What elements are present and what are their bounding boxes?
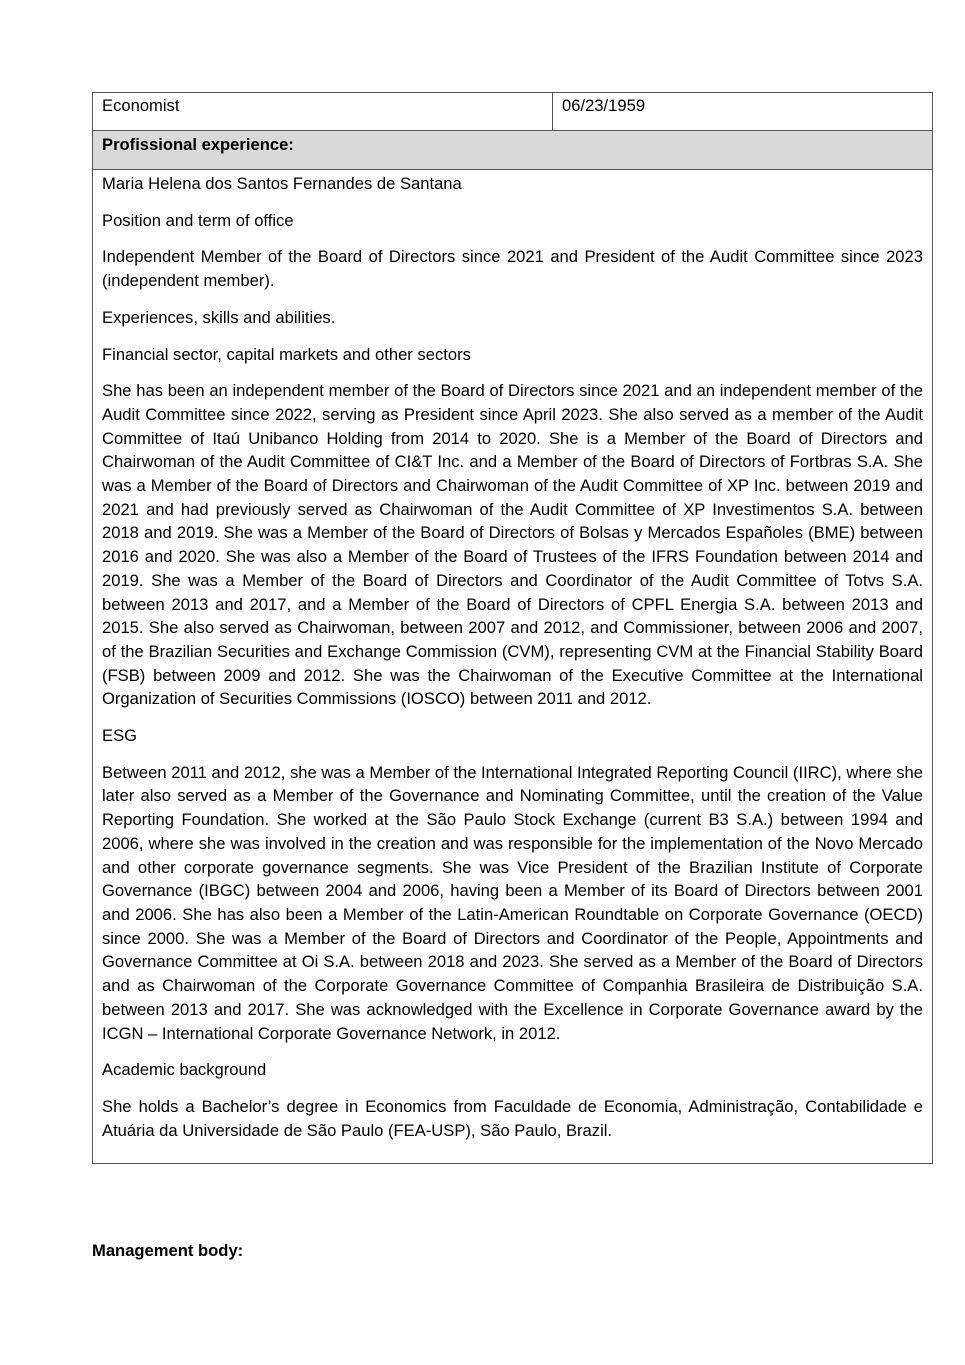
- person-name: Maria Helena dos Santos Fernandes de Santana: [102, 174, 462, 193]
- experience-label: Experiences, skills and abilities.: [102, 307, 336, 327]
- academic-text: She holds a Bachelor’s degree in Economics from Faculdade de Economia, Administração, Contabilidade e Atuária da Universidade de São Paulo (FEA-USP), São Paulo, Brazil.: [102, 1096, 923, 1140]
- profile-top-row: [93, 93, 933, 131]
- occupation-cell: Economist: [93, 93, 553, 131]
- sector-label: Financial sector, capital markets and other sectors: [102, 344, 471, 364]
- position-label: Position and term of office: [102, 210, 294, 230]
- experience-cell: [93, 170, 933, 1164]
- section-header-row: [93, 131, 933, 170]
- position-text: Independent Member of the Board of Directors since 2021 and President of the Audit Committee since 2023 (independent member).: [102, 247, 923, 291]
- esg-label: ESG: [102, 726, 138, 746]
- esg-text: Between 2011 and 2012, she was a Member of the International Integrated Reporting Council (IIRC), where she later also served as a Member of the Governance and Nominating Committee, until the creation of the Value Reporting Foundation. She worked at the São Paulo Stock Exchange (current B3 S.A.) between 1994 and 2006, where she was involved in the creation and was responsible for the implementation of the Novo Mercado and other corporate governance segments. She was Vice President of the Brazilian Institute of Corporate Governance (IBGC) between 2004 and 2006, having been a Member of its Board of Directors between 2001 and 2006. She has also been a Member of the Latin-American Roundtable on Corporate Governance (OECD) since 2000. She was a Member of the Board of Directors and Coordinator of the People, Appointments and Governance Committee at Oi S.A. between 2018 and 2023. She served as a Member of the Board of Directors and as Chairwoman of the Corporate Governance Committee of Companhia Brasileira de Distribuição S.A. between 2013 and 2017. She was acknowledged with the Excellence in Corporate Governance award by the ICGN – International Corporate Governance Network, in 2012.: [102, 762, 923, 1043]
- academic-label: Academic background: [102, 1060, 267, 1080]
- birth-date-cell: 06/23/1959: [553, 93, 933, 131]
- management-body-heading: Management body:: [92, 1241, 244, 1260]
- experience-row: [93, 170, 933, 1164]
- sector-text: She has been an independent member of the Board of Directors since 2021 and an independent member of the Audit Committee since 2022, serving as President since April 2023. She also served as a member of the Audit Committee of Itaú Unibanco Holding from 2014 to 2020. She is a Member of the Board of Directors and Chairwoman of the Audit Committee of CI&T Inc. and a Member of the Board of Directors of Fortbras S.A. She was a Member of the Board of Directors and Chairwoman of the Audit Committee of XP Inc. between 2019 and 2021 and had previously served as Chairwoman of the Audit Committee of XP Investimentos S.A. between 2018 and 2019. She was a Member of the Board of Directors of Bolsas y Mercados Españoles (BME) between 2016 and 2020. She was also a Member of the Board of Trustees of the IFRS Foundation between 2014 and 2019. She was a Member of the Board of Directors and Coordinator of the Audit Committee of Totvs S.A. between 2013 and 2017, and a Member of the Board of Directors of CPFL Energia S.A. between 2013 and 2015. She also served as Chairwoman, between 2007 and 2012, and Commissioner, between 2006 and 2007, of the Brazilian Securities and Exchange Commission (CVM), representing CVM at the Financial Stability Board (FSB) between 2009 and 2012. She was the Chairwoman of the Executive Committee at the International Organization of Securities Commissions (IOSCO) between 2011 and 2012.: [102, 381, 923, 709]
- section-header: Profissional experience:: [93, 131, 933, 170]
- profile-table: [92, 92, 933, 1164]
